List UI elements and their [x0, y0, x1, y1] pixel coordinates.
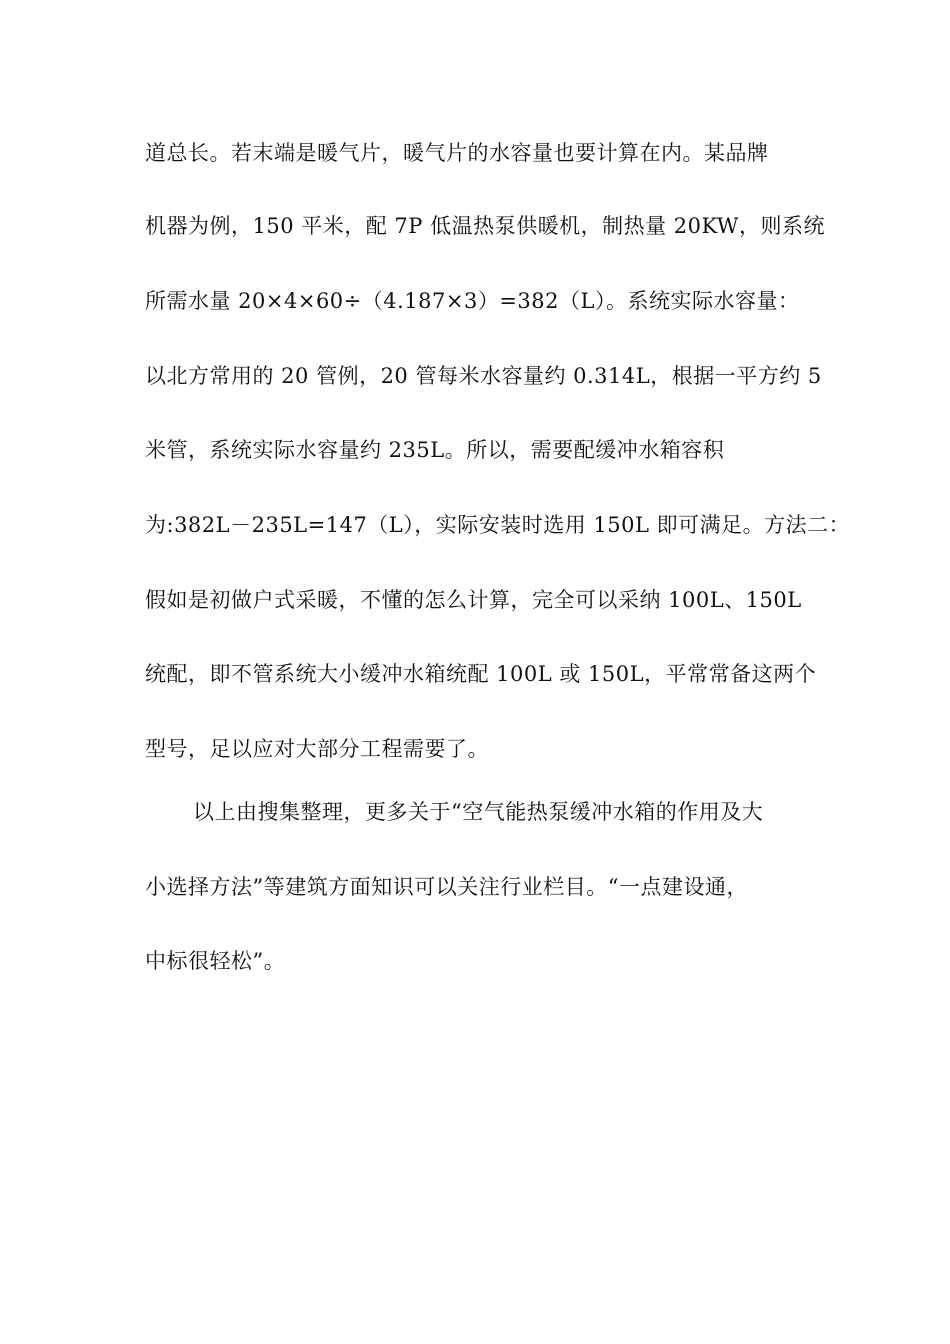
paragraph-1-line-9: 型号，足以应对大部分工程需要了。	[145, 737, 489, 761]
paragraph-2-line-3: 中标很轻松”。	[145, 949, 286, 973]
paragraph-1-line-2: 机器为例，150 平米，配 7P 低温热泵供暖机，制热量 20KW，则系统	[145, 214, 826, 238]
paragraph-1-line-6: 为:382L－235L=147（L），实际安装时选用 150L 即可满足。方法二：	[145, 513, 851, 537]
paragraph-1-line-5: 米管，系统实际水容量约 235L。所以，需要配缓冲水箱容积	[145, 438, 725, 462]
paragraph-1-line-4: 以北方常用的 20 管例，20 管每米水容量约 0.314L，根据一平方约 5	[145, 364, 822, 388]
paragraph-2-line-2: 小选择方法”等建筑方面知识可以关注行业栏目。“一点建设通，	[145, 875, 748, 899]
paragraph-1-line-8: 统配，即不管系统大小缓冲水箱统配 100L 或 150L，平常常备这两个	[145, 662, 817, 686]
paragraph-1-line-3: 所需水量 20×4×60÷（4.187×3）=382（L）。系统实际水容量：	[145, 289, 800, 313]
paragraph-2-line-1: 以上由搜集整理，更多关于“空气能热泵缓冲水箱的作用及大	[193, 800, 764, 824]
paragraph-1-line-1: 道总长。若末端是暖气片，暖气片的水容量也要计算在内。某品牌	[145, 141, 769, 165]
paragraph-1-line-7: 假如是初做户式采暖，不懂的怎么计算，完全可以采纳 100L、150L	[145, 588, 802, 612]
